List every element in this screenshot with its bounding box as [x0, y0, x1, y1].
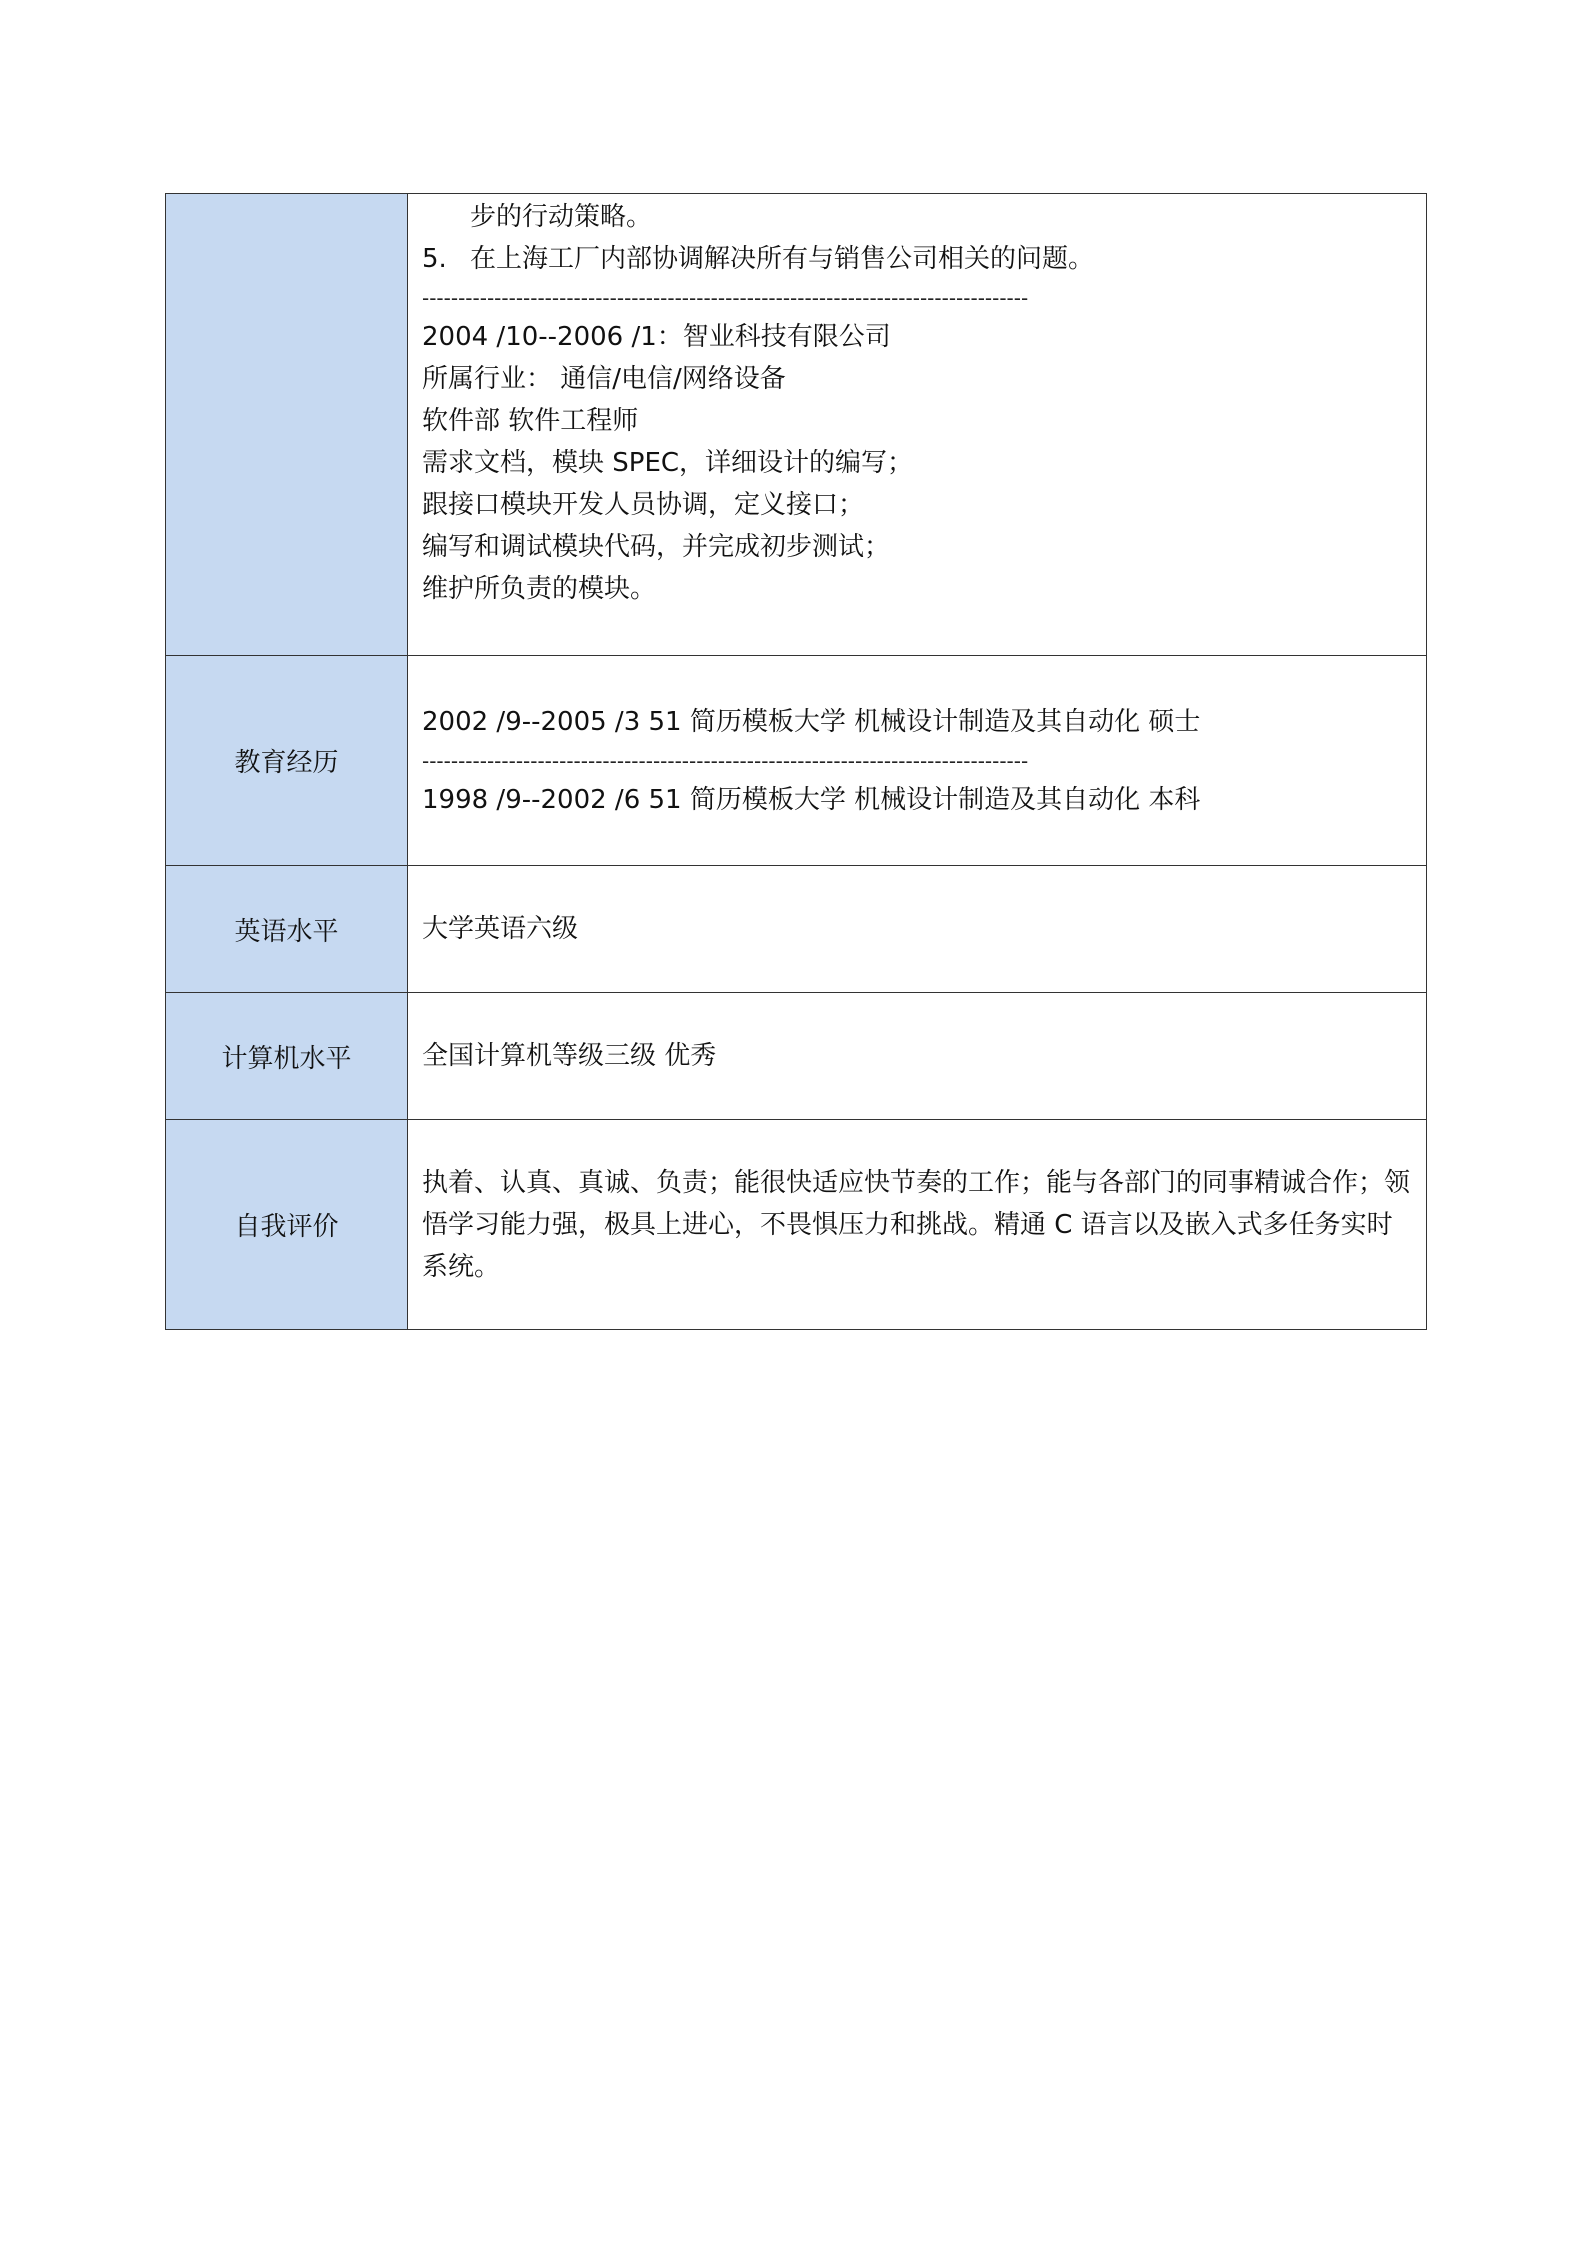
separator-line: ------------------------------------------------------------------------------------: [422, 748, 1029, 773]
job-duty: 维护所负责的模块。: [422, 574, 657, 604]
education-content: [408, 656, 1427, 866]
work-experience-content: [408, 194, 1427, 656]
education-entry: 1998 /9--2002 /6 51 简历模板大学 机械设计制造及其自动化 本科: [422, 784, 1201, 815]
job-duty: 编写和调试模块代码，并完成初步测试；: [422, 532, 891, 562]
education-entry: 2002 /9--2005 /3 51 简历模板大学 机械设计制造及其自动化 硕士: [422, 706, 1201, 737]
computer-label: 计算机水平: [166, 993, 408, 1120]
computer-level: 全国计算机等级三级 优秀: [422, 1041, 717, 1071]
job-duty: 需求文档，模块 SPEC，详细设计的编写；: [422, 448, 914, 478]
strategy-continuation: 步的行动策略。: [470, 202, 653, 232]
resume-table: [165, 193, 1427, 1330]
english-value: [408, 866, 1427, 993]
education-row: [166, 656, 1427, 866]
computer-value: [408, 993, 1427, 1120]
self-evaluation-row: [166, 1120, 1427, 1330]
english-label: 英语水平: [166, 866, 408, 993]
list-item-5: [422, 238, 1412, 280]
item-number: 5.: [422, 244, 447, 274]
education-label: 教育经历: [166, 656, 408, 866]
self-evaluation-label: 自我评价: [166, 1120, 408, 1330]
self-evaluation-content: [408, 1120, 1427, 1330]
work-experience-label-cell: [166, 194, 408, 656]
item-text: 在上海工厂内部协调解决所有与销售公司相关的问题。: [470, 244, 1095, 274]
self-evaluation-text: 执着、认真、真诚、负责；能很快适应快节奏的工作；能与各部门的同事精诚合作；领悟学习能力强，极具上进心，不畏惧压力和挑战。精通 C 语言以及嵌入式多任务实时系统。: [422, 1167, 1411, 1282]
english-level: 大学英语六级: [422, 914, 579, 944]
work-experience-row: [166, 194, 1427, 656]
job-period-company: 2004 /10--2006 /1：智业科技有限公司: [422, 322, 891, 352]
job-industry: 所属行业： 通信/电信/网络设备: [422, 364, 786, 394]
job-position: 软件部 软件工程师: [422, 406, 639, 436]
computer-row: [166, 993, 1427, 1120]
separator-line: ------------------------------------------------------------------------------------: [422, 286, 1029, 310]
job-duty: 跟接口模块开发人员协调，定义接口；: [422, 490, 865, 520]
english-row: [166, 866, 1427, 993]
